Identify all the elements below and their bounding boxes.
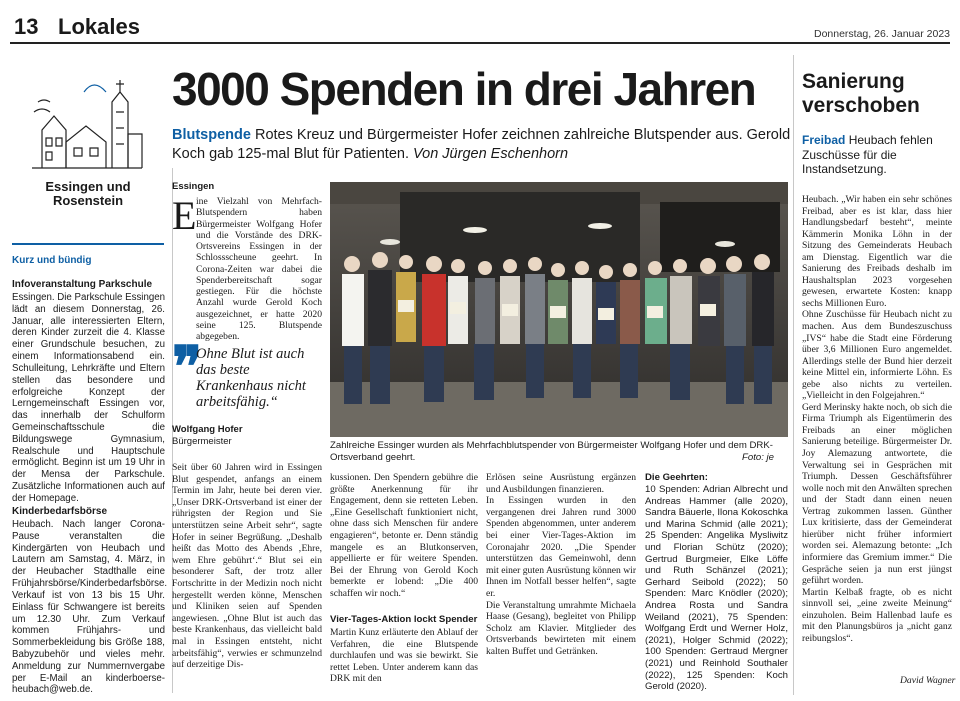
- side-author: David Wagner: [900, 675, 956, 686]
- article-column-2a: kussionen. Den Spendern gebühre die größte Anerkennung für ihr Engagement, denn sie retteten Leben. „Eine Gesellschaft funktioniert nicht, ohne dass sich Menschen für andere engagieren“, betonte er. Denn ständig mangele es an Blutkonserven, appellierte er für weitere Spenden. Bei der Ehrung von Gerold Koch bemerkte er lobend: „Die 400 schaffen wir noch.“: [330, 472, 478, 599]
- side-headline: Sanierung verschoben: [802, 70, 920, 117]
- side-body: Heubach. „Wir haben ein sehr schönes Freibad, aber es ist klar, dass hier Handlungsbedarf besteht“, meinte Kämmerin Monika Löhn in der Sitzung des Gemeinderats Heubach am Dienstag. Eigentlich war die Sanierung des Freibads deshalb im Haushaltsplan 2023 vorgesehen gewesen, erwartete Kosten: knapp sechs Millionen Euro. Ohne Zuschüsse für Heubach nicht zu machen. Aus dem Bundeszuschuss „IVS“ habe die Stadt eine Förderung über 3,6 Millionen Euro angemeldet. Allerdings stelle der Bund hier derzeit keine Mittel ein, informierte Löhn. Es gebe also nichts zu verteilen. „Vielleicht in den Folgejahren.“ Gerd Merinsky hakte noch, ob sich die Firma Triumph als Eigentümerin des Freibads an einer möglichen Sanierung beteilige. Bürgermeister Dr. Joy Alemazung antwortete, die Verwaltung sei in Gesprächen mit Triumph. Dessen Geschäftsführer wolle noch mit den Anwälten sprechen und der Stadt dann einen neuen Vertrag zukommen lassen. Günther Lux kritisierte, dass der Gemeinderat hierüber nicht früher informiert worden sei. Alemazung betonte: „Ich informiere das Gremium immer.“ Die Gespräche seien ja nun erst jüngst geführt worden. Martin Kelbaß fragte, ob es nicht sinnvoll sei, „eine zweite Meinung“ einzuholen. Beim Hallenbad laufe es mit den Planungsbüros ja „nicht ganz reibungslos“.: [802, 194, 952, 644]
- article-byline: Von Jürgen Eschenhorn: [413, 146, 569, 162]
- region-title: Essingen und Rosenstein: [45, 179, 131, 208]
- side-subline: [802, 133, 952, 177]
- honorees-title: Die Geehrten:: [645, 472, 708, 483]
- group-photo-image: [330, 182, 788, 437]
- drop-cap: E: [172, 193, 197, 238]
- kurz-rule: [12, 243, 164, 245]
- town-illustration-icon: [24, 72, 150, 176]
- photo-credit: Foto: je: [742, 452, 774, 463]
- news-item-body: Heubach. Nach langer Corona-Pause veranstalten die Kindergärten von Heubach und Lautern am Samstag, 4. März, in der Heubacher Stadthalle eine Frühjahrsbörse/Kinderbedarfsbörse. Verkauf ist von 13 bis 15 Uhr. Einlass für Schwangere ist bereits um 12.30 Uhr. Zum Verkauf kommen Frühjahrs- und Sommerbekleidung bis Größe 188, Babyzubehör und vieles mehr. Anmeldung zur Nummernvergabe per E-Mail an kinderboerse-heubach@web.de.: [12, 519, 168, 696]
- group-photo: [330, 182, 788, 437]
- page-number: 13: [14, 14, 39, 39]
- side-subline-text: Heubach fehlen Zuschüsse für die Instandsetzung.: [802, 133, 933, 176]
- header-rule: [10, 42, 950, 44]
- honorees-list: 10 Spenden: Adrian Albrecht und Andreas Hammer (alle 2020), Sandra Bäuerle, Ilona Kokoschka und Marina Schmid (alle 2021); 25 Spenden: Angelika Mysliwitz und Florian Schütz (2020); Gertrud Burgmeier, Elke Löffe und Ruth Schänzel (2021); Gerhard Seibold (2022); 50 Spenden: Marc Knödler (2020); Andrea Rosta und Sandra Weiland (2021), 75 Spenden: Wolfgang Erdt und Werner Holz, (2021), Holger Schmid (2022); 100 Spenden: Gertraud Mergner (2021) und Reinhold Southaler (2022), 125 Spenden: Koch Gerold (2020).: [645, 484, 788, 693]
- article-intro-text: ine Vielzahl von Mehrfach-Blutspendern haben Bürgermeister Wolfgang Hofer und die Vorstände des DRK-Ortsvereins Essingen in der Schlossscheune geehrt. In Corona-Zeiten war dabei die Spenderbereitschaft sogar gestiegen. Für die höchste Anzahl wurde Gerold Koch ausgezeichnet, er hatte 2020 seine 125. Blutspende abgegeben.: [196, 196, 322, 342]
- article-headline: 3000 Spenden in drei Jahren: [172, 63, 756, 115]
- article-subline: [172, 126, 792, 164]
- article-kicker: Blutspende: [172, 127, 251, 143]
- column-divider: [793, 55, 794, 695]
- quote-author: Wolfgang Hofer: [172, 424, 243, 435]
- article-dateline: Essingen: [172, 181, 215, 192]
- issue-date: Donnerstag, 26. Januar 2023: [813, 28, 950, 40]
- quote-mark-icon: ❞: [172, 337, 203, 399]
- news-item-title: Kinderbedarfsbörse: [12, 506, 108, 517]
- article-column-1: Seit über 60 Jahren wird in Essingen Blut gespendet, anfangs an einem Termin im Jahr, heute bei deren vier. „Unser DRK-Ortsverband ist einer der rührigsten der Region und Sie unterstützen seine Arbeit sehr“, sagte Hofer in seiner Begrüßung. „Deshalb heißt das Motto des Abends ‚Ehre, wem Ehre gebührt‘.“ Blut sei ein besonderer Saft, der trotz aller Fortschritte in der Medizin noch nicht hergestellt werden könne, Menschen und Kliniken seien auf Spenden angewiesen. „Ohne Blut ist auch das beste Krankenhaus, das vielleicht bald mal in Essingen entsteht, nicht arbeitsfähig“, verwies er schmunzelnd auf derzeitige Dis-: [172, 462, 322, 671]
- article-column-2b: Martin Kunz erläuterte den Ablauf der Verfahren, die eine Blutspende durchlaufen und was sie bewirkt. Sie rettet Leben. Unter anderem kann das DRK mit den: [330, 627, 478, 685]
- article-subhead: Vier-Tages-Aktion lockt Spender: [330, 614, 478, 625]
- pull-quote: Ohne Blut ist auch das beste Krankenhaus nicht arbeitsfähig.“: [196, 346, 306, 410]
- quote-role: Bürgermeister: [172, 436, 232, 447]
- article-intro: [196, 196, 322, 342]
- article-column-3: Erlösen seine Ausrüstung ergänzen und Ausbildungen finanzieren. In Essingen wurden in den vergangenen drei Jahren rund 3000 Spenden abgenommen, unter anderem bei einer Vier-Tages-Aktion im Coronajahr 2020. „Die Spender unterstützen das Gemeinwohl, denn mit einer guten Ausrüstung können wir Ihnen im Notfall besser helfen“, sagte er. Die Veranstaltung umrahmte Michaela Haase (Gesang), begleitet von Philipp Scholz am Klavier. Mitglieder des Ortsverbands bewirteten mit einem kalten Buffet und Getränken.: [486, 472, 637, 657]
- side-kicker: Freibad: [802, 133, 846, 147]
- news-item-body: Essingen. Die Parkschule Essingen lädt an diesem Donnerstag, 26. Januar, alle interessierten Eltern, deren Kinder zurzeit die 4. Klasse einer Grundschule besuchen, zu einem Informationsabend ein. Schulleitung, Lehrkräfte und Eltern stellen das besondere und erfolgreiche Konzept der Lerngemeinschaft Essingen vor, das innerhalb der Schulform Gemeinschaftsschule die Bildungswege Gymnasium, Realschule und Hauptschule ermöglicht. Beginn ist um 19 Uhr in der Mensa der Parkschule. Zusätzliche Informationen auch auf der Homepage.: [12, 292, 165, 504]
- section-title: Lokales: [58, 14, 140, 39]
- news-item-title: Infoveranstaltung Parkschule: [12, 279, 153, 290]
- kurz-label: Kurz und bündig: [12, 255, 92, 266]
- article-subline-text: Rotes Kreuz und Bürgermeister Hofer zeichnen zahlreiche Blutspender aus. Gerold Koch gab 125-mal Blut für Patienten.: [172, 127, 791, 162]
- photo-caption: Zahlreiche Essinger wurden als Mehrfachblutspender von Bürgermeister Wolfgang Hofer und dem DRK-Ortsverband geehrt.: [330, 440, 773, 463]
